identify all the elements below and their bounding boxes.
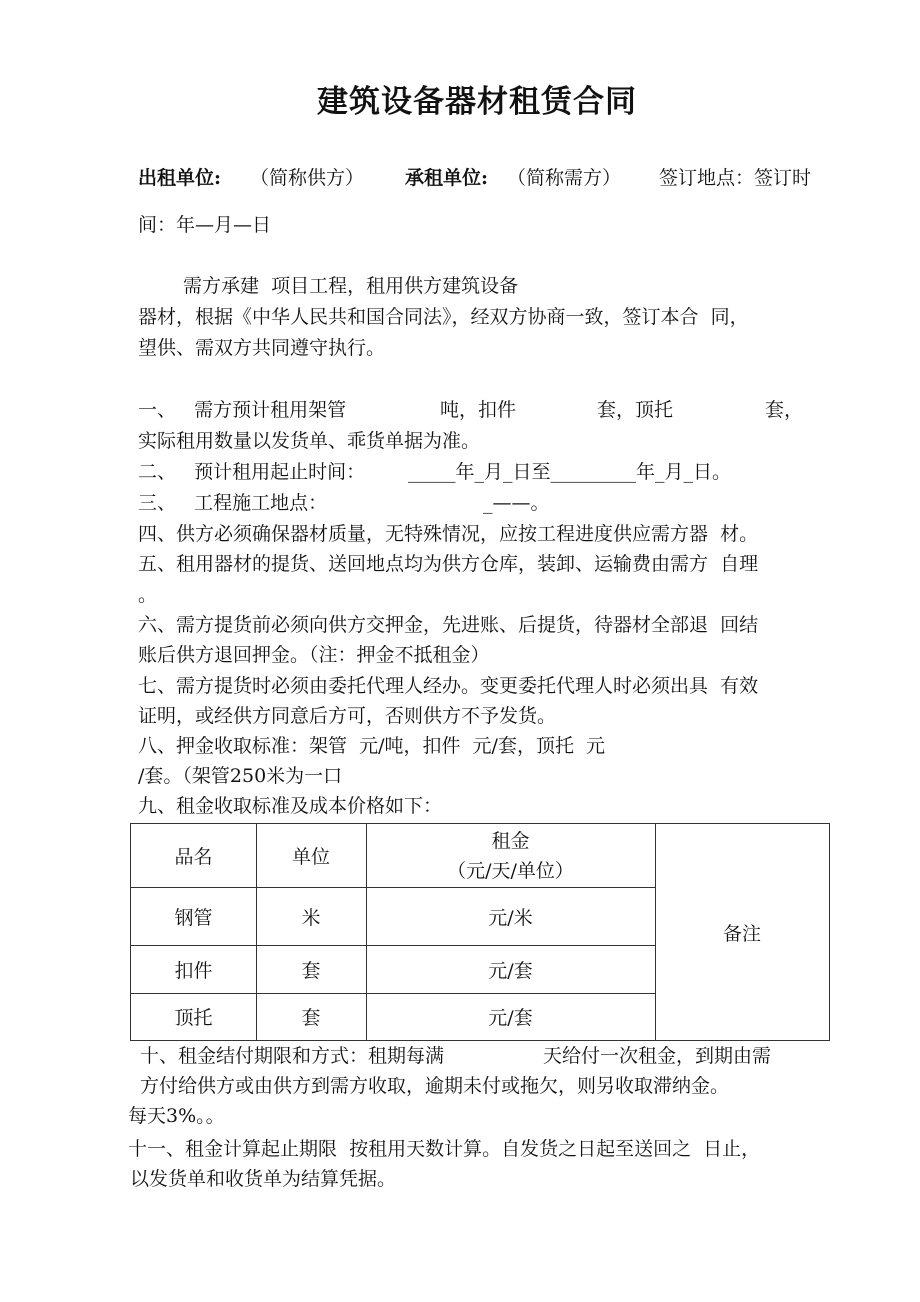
- clause-text: 八、押金收取标准：架管 元/吨，扣件 元/套，顶托 元: [138, 735, 606, 757]
- clause-text: 五、租用器材的提货、送回地点均为供方仓库，装卸、运输费由需方 自理: [138, 553, 759, 575]
- clause-text: 以发货单和收货单为结算凭据。: [130, 1168, 397, 1190]
- intro-line: 需方承建 项目工程，租用供方建筑设备: [183, 275, 519, 297]
- clause-text: 每天3%。。: [128, 1105, 225, 1127]
- row-unit: 套: [301, 1007, 321, 1029]
- row-rent: 元/米: [488, 906, 533, 929]
- clause-text: 账后供方退回押金。（注：押金不抵租金）: [138, 644, 490, 666]
- sign-date: 间：年—月—日: [138, 214, 272, 236]
- header-rent: [366, 824, 655, 887]
- header-rent-unit: （元/天/单位）: [447, 859, 574, 882]
- clause-text: /套。（架管250米为一口: [138, 765, 343, 787]
- clause-text: 实际租用数量以发货单、乖货单据为准。: [138, 430, 481, 452]
- document-title: 建筑设备器材租赁合同: [317, 84, 637, 120]
- clause-4: 四、供方必须确保器材质量，无特殊情况，应按工程进度供应需方器 材。: [138, 523, 759, 545]
- clause-text: 方付给供方或由供方到需方收取，逾期未付或拖欠，则另收取滞纳金。: [140, 1075, 730, 1097]
- clause-text: 十一、租金计算起止期限 按租用天数计算。自发货之日起至送回之 日止，: [128, 1138, 761, 1160]
- clause-text: 套，: [765, 399, 804, 421]
- header-rent-label: 租金: [491, 829, 530, 852]
- row-rent: 元/套: [488, 959, 533, 982]
- clause-text: 二、 预计租用起止时间：: [138, 461, 366, 483]
- clause-text: 七、需方提货时必须由委托代理人经办。变更委托代理人时必须出具 有效: [138, 675, 759, 697]
- clause-text: _——。: [483, 492, 550, 514]
- row-name: 顶托: [174, 1007, 213, 1029]
- lessor-label: 出租单位:: [138, 167, 222, 189]
- clause-text: 六、需方提货前必须向供方交押金，先进账、后提货，待器材全部退 回结: [138, 614, 759, 636]
- intro-line: 器材，根据《中华人民共和国合同法》，经双方协商一致，签订本合 同，: [138, 306, 749, 328]
- clause-text: 套，顶托: [597, 399, 674, 421]
- row-name: 钢管: [174, 906, 213, 929]
- clause-text: 三、 工程施工地点：: [138, 492, 328, 514]
- header-note: 备注: [722, 922, 761, 945]
- header-name: 品名: [174, 846, 213, 868]
- rent-price-table: [130, 823, 830, 1041]
- clause-9: 九、租金收取标准及成本价格如下：: [138, 795, 443, 817]
- row-name: 扣件: [174, 959, 213, 982]
- row-unit: 套: [301, 959, 321, 982]
- lessee-value: （简称需方）: [507, 167, 622, 189]
- intro-line: 望供、需双方共同遵守执行。: [138, 337, 386, 359]
- clause-text: 。: [138, 584, 158, 606]
- row-unit: 米: [301, 906, 321, 929]
- lessor-value: （简称供方）: [250, 167, 365, 189]
- clause-text: 证明，或经供方同意后方可，否则供方不予发货。: [138, 705, 557, 727]
- clause-text: 十、租金结付期限和方式：租期每满: [140, 1045, 445, 1067]
- clause-text: 天给付一次租金，到期由需: [543, 1045, 772, 1067]
- clause-text: _____年_月_日至_________年_月_日。: [408, 461, 732, 483]
- sign-place-time: 签订地点：签订时: [653, 167, 812, 189]
- header-unit: 单位: [291, 846, 330, 868]
- clause-text: 吨，扣件: [440, 399, 517, 421]
- lessee-label: 承租单位:: [405, 167, 489, 189]
- row-rent: 元/套: [488, 1007, 533, 1029]
- clause-text: 一、 需方预计租用架管: [138, 399, 347, 421]
